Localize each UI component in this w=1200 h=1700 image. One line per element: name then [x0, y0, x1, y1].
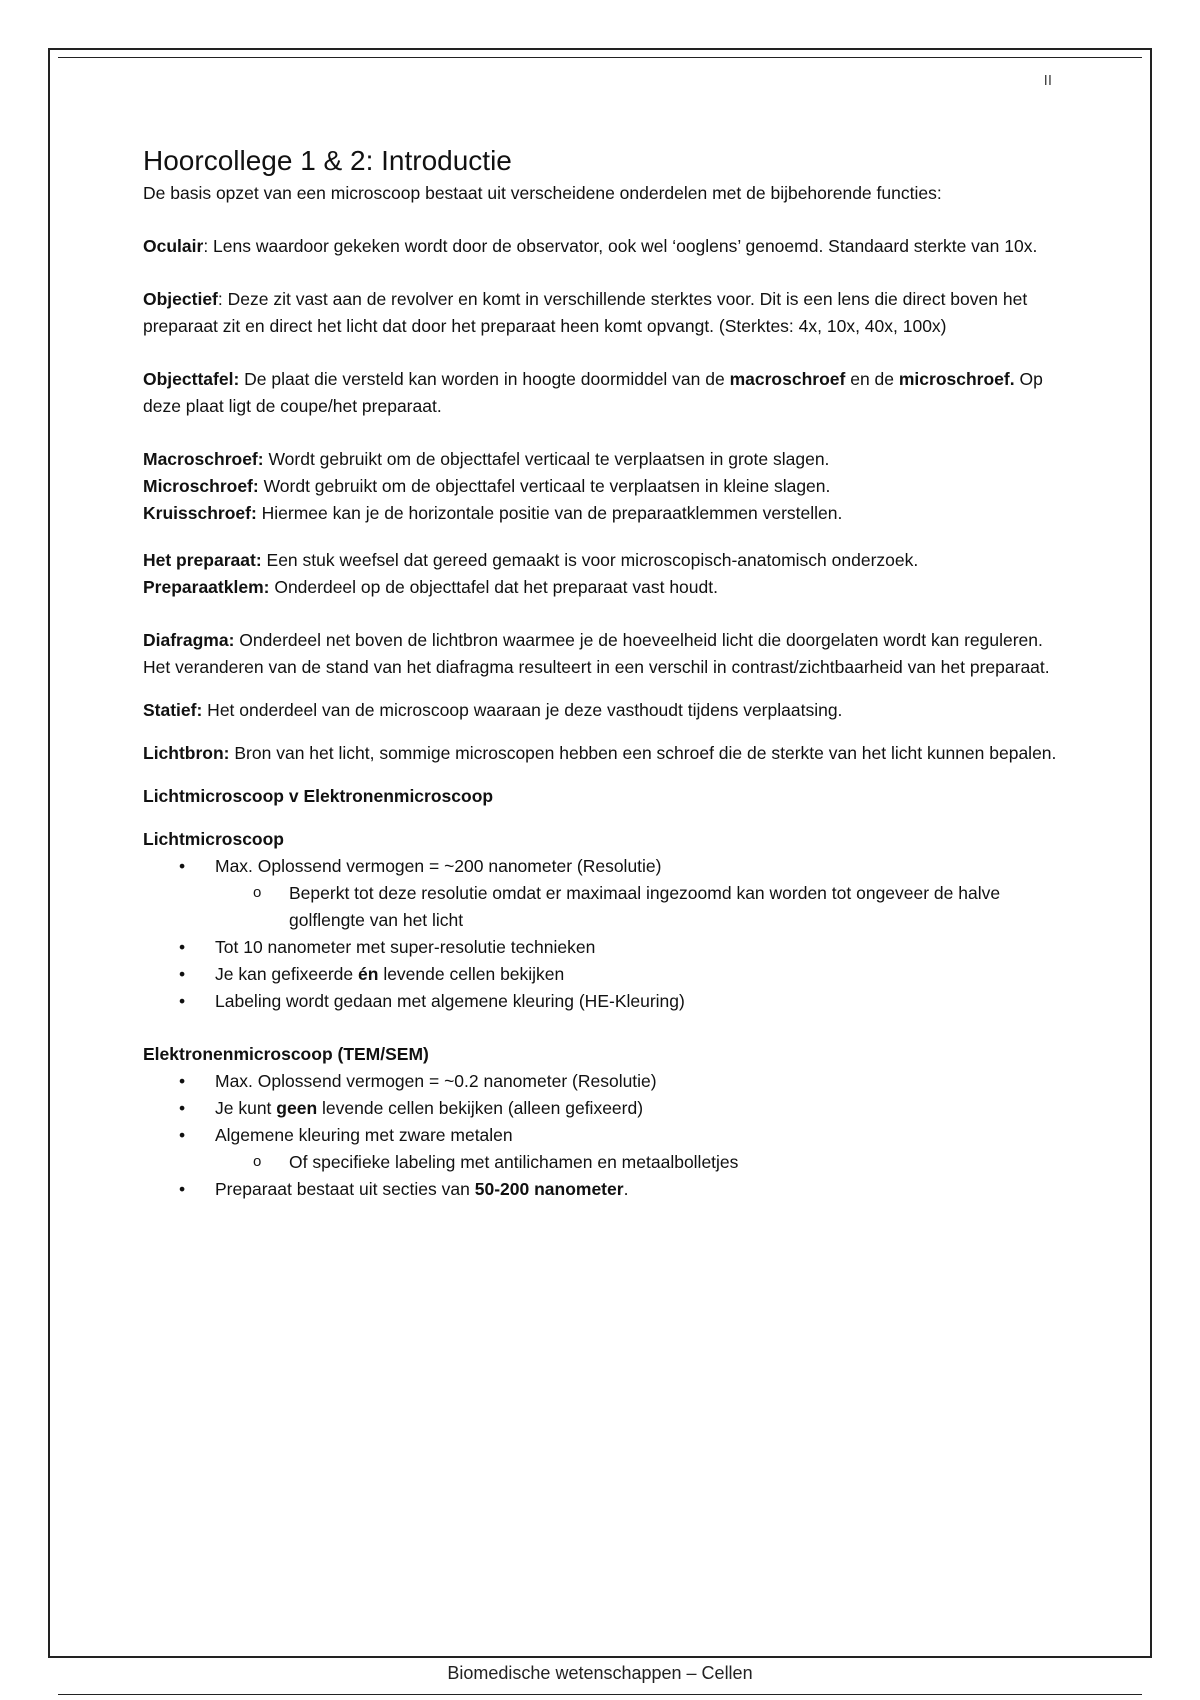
- page-title: Hoorcollege 1 & 2: Introductie: [143, 145, 512, 176]
- term-preparaatklem: Preparaatklem: Onderdeel op de objecttafel dat het preparaat vast houdt.: [143, 577, 718, 597]
- lichtmicroscoop-heading: Lichtmicroscoop: [143, 829, 284, 849]
- list-item: • Je kan gefixeerde én levende cellen bekijken: [215, 961, 1063, 988]
- list-item: • Algemene kleuring met zware metalen o Of specifieke labeling met antilichamen en metaalbolletjes: [215, 1122, 1063, 1176]
- term-kruisschroef: Kruisschroef: Hiermee kan je de horizontale positie van de preparaatklemmen verstellen.: [143, 503, 843, 523]
- lichtmicroscoop-list: [143, 853, 1063, 1015]
- footer-rule: [58, 1694, 1142, 1695]
- term-microschroef: Microschroef: Wordt gebruikt om de objecttafel verticaal te verplaatsen in kleine slagen.: [143, 476, 831, 496]
- term-objectief: Objectief: Deze zit vast aan de revolver en komt in verschillende sterktes voor. Dit is een lens die direct boven het preparaat zit en direct het licht dat door het preparaat heen komt opvangt. (Sterktes: 4x, 10x, 40x, 100x): [143, 289, 1028, 336]
- term-statief: Statief: Het onderdeel van de microscoop waaraan je deze vasthoudt tijdens verplaatsing.: [143, 700, 843, 720]
- term-lichtbron: Lichtbron: Bron van het licht, sommige microscopen hebben een schroef die de sterkte van het licht kunnen bepalen.: [143, 743, 1057, 763]
- sub-list: [215, 880, 1063, 934]
- header-rule: [58, 57, 1142, 58]
- footer-course-title: Biomedische wetenschappen – Cellen: [447, 1663, 753, 1683]
- comparison-heading: Lichtmicroscoop v Elektronenmicroscoop: [143, 786, 494, 806]
- term-preparaat: Het preparaat: Een stuk weefsel dat gereed gemaakt is voor microscopisch-anatomisch onderzoek.: [143, 550, 919, 570]
- list-item: • Labeling wordt gedaan met algemene kleuring (HE-Kleuring): [215, 988, 1063, 1015]
- list-item: • Je kunt geen levende cellen bekijken (alleen gefixeerd): [215, 1095, 1063, 1122]
- term-diafragma: Diafragma: Onderdeel net boven de lichtbron waarmee je de hoeveelheid licht die doorgelaten wordt kan reguleren. Het veranderen van de stand van het diafragma resulteert in een verschil in contrast/zichtbaarheid van het preparaat.: [143, 630, 1050, 677]
- document-body: [143, 144, 1063, 1203]
- list-item: o Beperkt tot deze resolutie omdat er maximaal ingezoomd kan worden tot ongeveer de halve golflengte van het licht: [289, 880, 1063, 934]
- preparation-definitions: [143, 547, 1063, 601]
- elektronenmicroscoop-heading: Elektronenmicroscoop (TEM/SEM): [143, 1044, 429, 1064]
- section-elektronenmicroscoop: [143, 1041, 1063, 1203]
- list-item: • Max. Oplossend vermogen = ~0.2 nanometer (Resolutie): [215, 1068, 1063, 1095]
- page-number: II: [1043, 72, 1052, 89]
- list-item: • Max. Oplossend vermogen = ~200 nanometer (Resolutie) o Beperkt tot deze resolutie omdat er maximaal ingezoomd kan worden tot ongeveer de halve golflengte van het licht: [215, 853, 1063, 934]
- section-lichtmicroscoop: [143, 826, 1063, 1015]
- sub-list: [215, 1149, 1063, 1176]
- term-oculair: Oculair: Lens waardoor gekeken wordt door de observator, ook wel ‘ooglens’ genoemd. Standaard sterkte van 10x.: [143, 236, 1038, 256]
- term-objecttafel: Objecttafel: De plaat die versteld kan worden in hoogte doormiddel van de macroschroef en de microschroef. Op deze plaat ligt de coupe/het preparaat.: [143, 369, 1043, 416]
- list-item: • Preparaat bestaat uit secties van 50-200 nanometer.: [215, 1176, 1063, 1203]
- elektronenmicroscoop-list: [143, 1068, 1063, 1203]
- screw-definitions: [143, 446, 1063, 527]
- list-item: o Of specifieke labeling met antilichamen en metaalbolletjes: [289, 1149, 1063, 1176]
- list-item: • Tot 10 nanometer met super-resolutie technieken: [215, 934, 1063, 961]
- term-macroschroef: Macroschroef: Wordt gebruikt om de objecttafel verticaal te verplaatsen in grote slagen.: [143, 449, 830, 469]
- intro-paragraph: De basis opzet van een microscoop bestaat uit verscheidene onderdelen met de bijbehorende functies:: [143, 183, 942, 203]
